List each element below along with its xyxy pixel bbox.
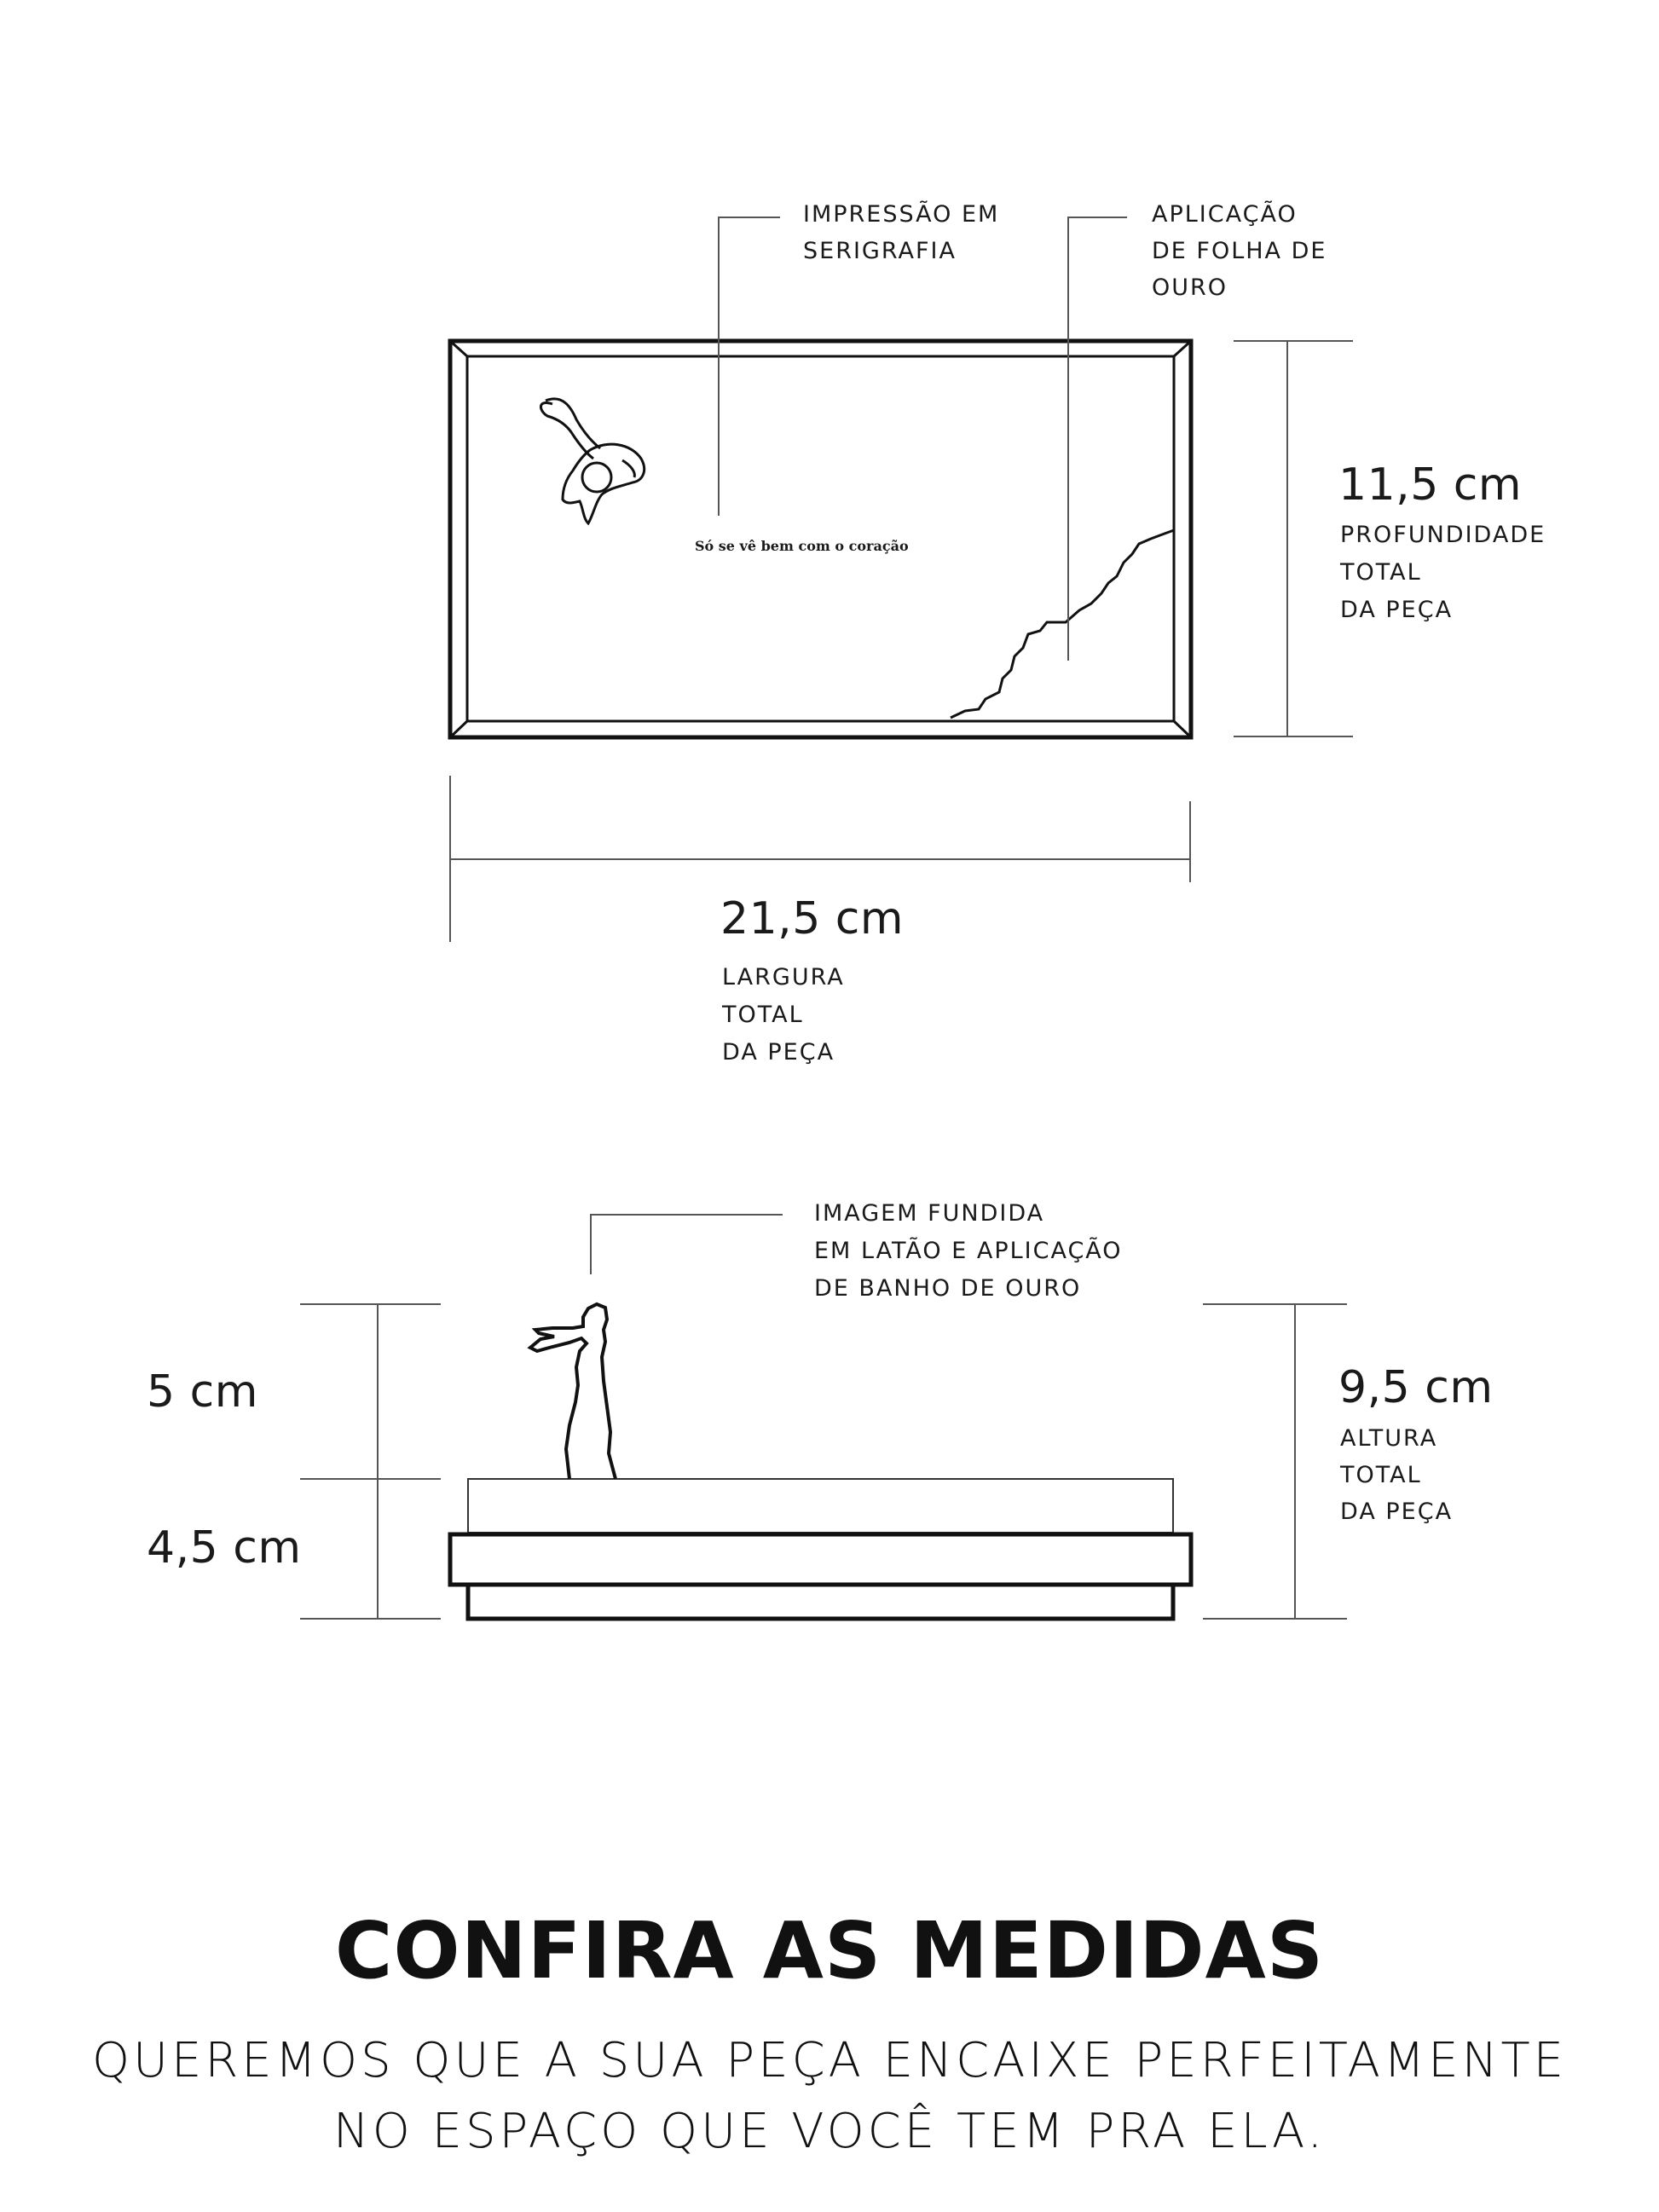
- width-label-line1: LARGURA: [722, 964, 845, 990]
- depth-value: 11,5 cm: [1338, 459, 1523, 511]
- callout-figure-line3: DE BANHO DE OURO: [814, 1275, 1082, 1302]
- depth-label-line2: TOTAL: [1340, 559, 1422, 586]
- subtitle-line-1: QUEREMOS QUE A SUA PEÇA ENCAIXE PERFEITAMENTE: [91, 2033, 1568, 2088]
- width-label-line2: TOTAL: [722, 1002, 804, 1028]
- total-height-label-line2: TOTAL: [1340, 1462, 1422, 1488]
- printed-phrase: Só se vê bem com o coração: [695, 538, 909, 554]
- total-height-value: 9,5 cm: [1338, 1362, 1494, 1413]
- brass-figure: [530, 1304, 616, 1479]
- callout-serigraphy: [719, 200, 999, 516]
- depth-dimension: [1234, 341, 1546, 736]
- base-height-value: 4,5 cm: [147, 1522, 302, 1574]
- subtitle-line-2: NO ESPAÇO QUE VOCÊ TEM PRA ELA.: [332, 2104, 1327, 2159]
- total-height-label-line3: DA PEÇA: [1340, 1499, 1454, 1525]
- base-bottom-layer: [468, 1585, 1173, 1619]
- callout-serigraphy-line1: IMPRESSÃO EM: [803, 201, 1000, 228]
- callout-gold-line2: DE FOLHA DE: [1152, 238, 1327, 264]
- page-title: CONFIRA AS MEDIDAS: [334, 1905, 1325, 1996]
- base-middle-layer: [450, 1534, 1191, 1585]
- callout-serigraphy-line2: SERIGRAFIA: [803, 238, 957, 264]
- depth-label-line3: DA PEÇA: [1340, 597, 1454, 623]
- width-dimension: [450, 776, 1190, 1066]
- total-height-dimension: [1203, 1304, 1493, 1619]
- side-view: [147, 1200, 1493, 1619]
- figure-height-value: 5 cm: [147, 1366, 258, 1418]
- top-view: [450, 200, 1546, 1066]
- base-top-layer: [468, 1479, 1173, 1533]
- left-dimensions: [147, 1304, 441, 1619]
- total-height-label-line1: ALTURA: [1340, 1425, 1438, 1452]
- gold-leaf-line: [951, 530, 1174, 718]
- callout-figure-line2: EM LATÃO E APLICAÇÃO: [814, 1238, 1123, 1264]
- callout-gold-line3: OURO: [1152, 274, 1228, 301]
- depth-label-line1: PROFUNDIDADE: [1340, 522, 1546, 548]
- width-value: 21,5 cm: [720, 893, 905, 944]
- serigraphy-artwork: [540, 399, 644, 523]
- width-label-line3: DA PEÇA: [722, 1039, 835, 1066]
- callout-figure-line1: IMAGEM FUNDIDA: [814, 1200, 1045, 1227]
- callout-gold-line1: APLICAÇÃO: [1152, 201, 1298, 228]
- callout-figure: [591, 1200, 1123, 1302]
